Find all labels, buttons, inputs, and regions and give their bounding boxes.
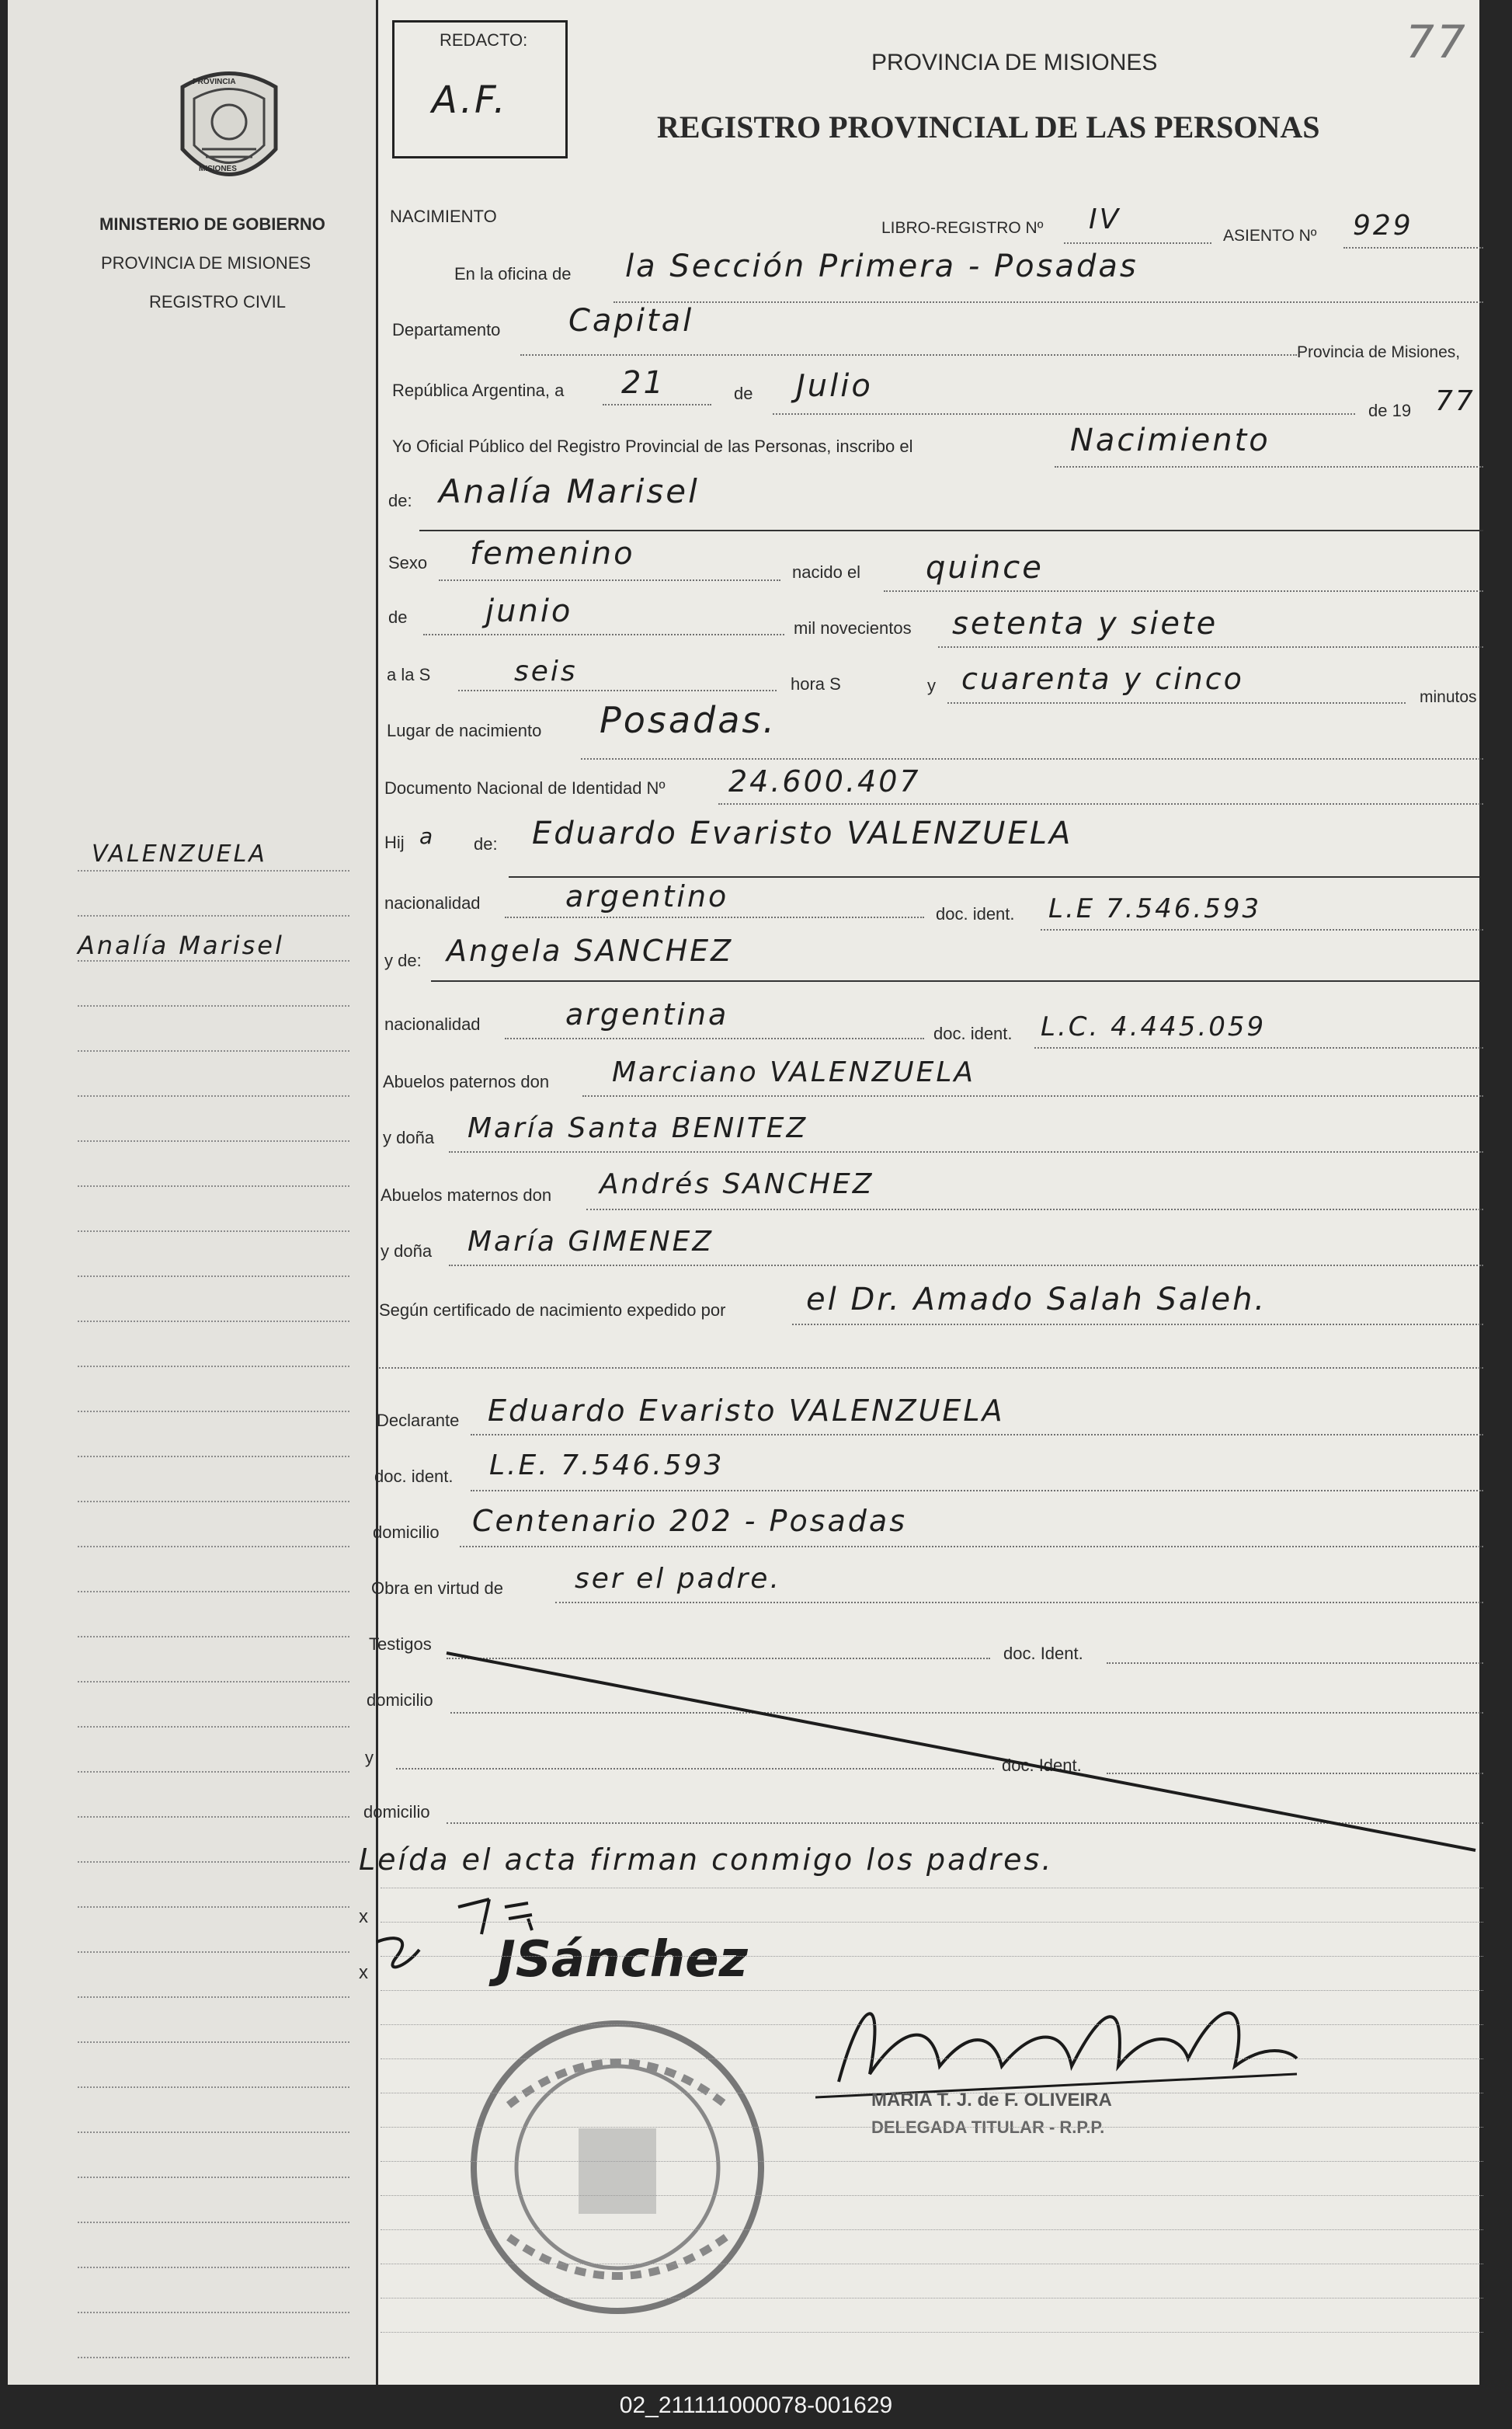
sexo-label: Sexo (388, 553, 428, 572)
de-name-label: de: (388, 491, 412, 510)
y-de-label: y de: (384, 951, 422, 970)
page-rule (381, 2195, 1483, 2196)
margin-rule (78, 915, 349, 917)
margin-rule (78, 1861, 349, 1863)
margin-rule (78, 1816, 349, 1818)
lugar-label: Lugar de nacimiento (387, 721, 542, 740)
margin-rule (78, 1050, 349, 1052)
margin-given-names: Analía Marisel (78, 931, 284, 960)
seal-bottom-text: MISIONES (199, 165, 237, 173)
page-rule (381, 2332, 1483, 2333)
declarante-value: Eduardo Evaristo VALENZUELA (488, 1394, 1005, 1428)
domicilio-label: domicilio (373, 1522, 440, 1542)
de-year-label: de 19 (1368, 401, 1412, 420)
margin-rule (78, 1321, 349, 1322)
month-value: Julio (796, 368, 873, 404)
obra-value: ser el padre. (575, 1563, 781, 1595)
corner-page-number: 77 (1406, 16, 1468, 68)
margin-rule (78, 1366, 349, 1367)
ala-label: a la S (387, 665, 431, 684)
redacto-box (392, 20, 568, 158)
oficina-label: En la oficina de (454, 264, 572, 284)
hija-suffix: a (419, 823, 436, 849)
certificado-label: Según certificado de nacimiento expedido por (379, 1300, 726, 1320)
hija-de-label: de: (474, 834, 498, 854)
margin-rule (78, 1230, 349, 1232)
margin-rule (78, 1996, 349, 1998)
abuelos-maternos-value: Andrés SANCHEZ (600, 1168, 874, 1200)
seal-top-text: PROVINCIA (193, 78, 236, 86)
minutos-label: minutos (1420, 688, 1477, 706)
leida-text: Leída el acta firman conmigo los padres. (359, 1843, 1054, 1877)
abuelos-maternos-dona-value: María GIMENEZ (468, 1226, 714, 1258)
margin-rule (78, 2312, 349, 2313)
hora-value: seis (514, 656, 578, 687)
doc-3-label: doc. ident. (374, 1467, 454, 1486)
doc-1-value: L.E 7.546.593 (1048, 893, 1262, 924)
dni-value: 24.600.407 (728, 764, 921, 799)
cross-out-line (443, 1647, 1483, 1857)
margin-rule (78, 1681, 349, 1683)
margin-rule (78, 1095, 349, 1097)
margin-rule (78, 1546, 349, 1547)
testigos-y-label: y (365, 1748, 374, 1767)
margin-rule (78, 1275, 349, 1277)
departamento-label: Departamento (392, 320, 501, 339)
libro-label: LIBRO-REGISTRO Nº (881, 219, 1044, 237)
mother-value: Angela SANCHEZ (447, 934, 734, 968)
nacionalidad-1-value: argentino (565, 879, 729, 913)
year-value: 77 (1435, 385, 1476, 417)
margin-rule (78, 1771, 349, 1773)
margin-rule (78, 1005, 349, 1007)
image-caption: 02_211111000078-001629 (619, 2392, 893, 2418)
ministry-title: MINISTERIO DE GOBIERNO (99, 214, 325, 234)
testigos-domicilio-2-label: domicilio (363, 1802, 430, 1822)
abuelos-paternos-dona-label: y doña (383, 1128, 435, 1147)
page-rule (381, 1956, 1483, 1957)
record-type-label: NACIMIENTO (390, 207, 497, 226)
stamp-name: MARIA T. J. de F. OLIVEIRA (871, 2090, 1112, 2111)
hora-label: hora S (791, 674, 841, 694)
page-rule (381, 2229, 1483, 2230)
margin-rule (78, 1501, 349, 1502)
mother-signature: JSánchez (497, 1931, 748, 1989)
de-label: de (734, 384, 753, 403)
oficina-value: la Sección Primera - Posadas (625, 249, 1138, 284)
margin-rule (78, 2222, 349, 2223)
obra-label: Obra en virtud de (371, 1578, 503, 1598)
dni-label: Documento Nacional de Identidad Nº (384, 778, 666, 798)
margin-rule (78, 1411, 349, 1412)
domicilio-value: Centenario 202 - Posadas (472, 1504, 908, 1538)
minutos-value: cuarenta y cinco (961, 662, 1244, 696)
testigos-doc-label: doc. Ident. (1003, 1644, 1083, 1663)
y-label: y (927, 676, 936, 695)
registry-heading: REGISTRO PROVINCIAL DE LAS PERSONAS (657, 110, 1320, 144)
redacto-initials: A.F. (432, 78, 508, 122)
lugar-value: Posadas. (600, 699, 777, 741)
margin-rule (78, 1140, 349, 1142)
page-rule (381, 2161, 1483, 2162)
page-rule (381, 2024, 1483, 2025)
hija-label: Hij (384, 833, 405, 852)
abuelos-paternos-value: Marciano VALENZUELA (612, 1056, 976, 1088)
oficial-text: Yo Oficial Público del Registro Provincial de las Personas, inscribo el (392, 437, 913, 456)
doc-1-label: doc. ident. (936, 904, 1015, 924)
margin-rule (78, 870, 349, 872)
abuelos-maternos-dona-label: y doña (381, 1241, 433, 1261)
sexo-value: femenino (470, 536, 635, 572)
margin-rule (78, 1185, 349, 1187)
provincia-suffix: Provincia de Misiones, (1297, 343, 1461, 361)
birth-year-value: setenta y siete (952, 606, 1218, 642)
doc-2-value: L.C. 4.445.059 (1041, 1011, 1267, 1042)
libro-value: IV (1089, 204, 1121, 235)
margin-surname: VALENZUELA (92, 840, 267, 868)
margin-rule (78, 1636, 349, 1637)
stamp-title: DELEGADA TITULAR - R.P.P. (871, 2118, 1105, 2137)
father-value: Eduardo Evaristo VALENZUELA (532, 816, 1073, 851)
inscribo-value: Nacimiento (1070, 423, 1270, 458)
nacido-label: nacido el (792, 562, 861, 582)
page-rule (381, 1922, 1483, 1923)
nacionalidad-2-value: argentina (565, 997, 729, 1032)
mil-label: mil novecientos (794, 618, 912, 638)
day-value: 21 (621, 365, 666, 401)
certificado-value: el Dr. Amado Salah Saleh. (806, 1282, 1267, 1317)
redacto-label: REDACTO: (440, 30, 528, 50)
page-rule (381, 1990, 1483, 1991)
margin-rule (78, 2086, 349, 2088)
page-rule (381, 2127, 1483, 2128)
doc-3-value: L.E. 7.546.593 (489, 1449, 725, 1481)
margin-rule (78, 2131, 349, 2133)
nacionalidad-1-label: nacionalidad (384, 893, 481, 913)
testigos-domicilio-1-label: domicilio (367, 1690, 433, 1710)
margin-rule (78, 1456, 349, 1457)
asiento-value: 929 (1353, 210, 1413, 242)
republica-label: República Argentina, a (392, 381, 565, 400)
margin-rule (78, 1591, 349, 1592)
ministry-registro: REGISTRO CIVIL (149, 292, 287, 311)
birth-month-value: junio (485, 593, 573, 629)
abuelos-paternos-label: Abuelos paternos don (383, 1072, 550, 1091)
abuelos-paternos-dona-value: María Santa BENITEZ (468, 1112, 808, 1144)
abuelos-maternos-label: Abuelos maternos don (381, 1185, 552, 1205)
page-rule (381, 2058, 1483, 2059)
margin-rule (78, 1906, 349, 1908)
margin-rule (78, 2177, 349, 2178)
page-rule (381, 2298, 1483, 2299)
margin-rule (78, 2041, 349, 2043)
declarante-label: Declarante (377, 1411, 460, 1430)
margin-rule (78, 1726, 349, 1728)
margin-rule (78, 960, 349, 962)
nacionalidad-2-label: nacionalidad (384, 1014, 481, 1034)
asiento-label: ASIENTO Nº (1223, 227, 1317, 245)
margin-rule (78, 1951, 349, 1953)
x-mark-1: x (359, 1906, 368, 1927)
ministry-province: PROVINCIA DE MISIONES (101, 253, 311, 273)
de-month-label: de (388, 607, 408, 627)
testigos-doc-2-label: doc. Ident. (1002, 1756, 1082, 1775)
name-value: Analía Marisel (439, 472, 700, 510)
province-heading: PROVINCIA DE MISIONES (871, 50, 1158, 75)
document-page (8, 0, 1479, 2385)
doc-2-label: doc. ident. (933, 1024, 1013, 1043)
margin-rule (78, 2357, 349, 2358)
x-mark-2: x (359, 1962, 368, 1983)
nacido-value: quince (926, 550, 1044, 586)
departamento-value: Capital (568, 303, 694, 339)
testigos-label: Testigos (369, 1634, 432, 1654)
left-margin-column (8, 0, 378, 2385)
margin-rule (78, 2267, 349, 2268)
